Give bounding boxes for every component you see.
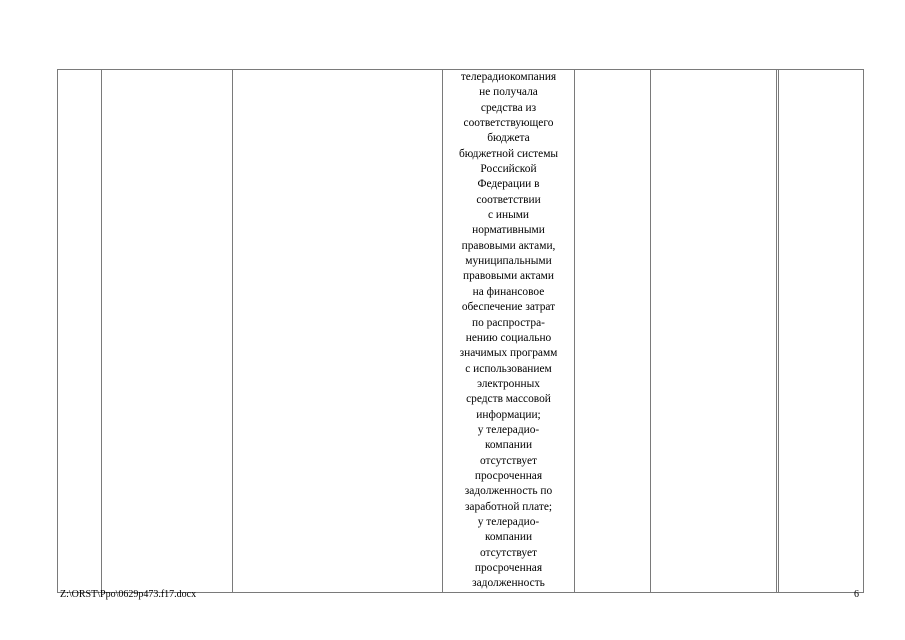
cell-text-line: отсутствует: [480, 546, 537, 559]
cell-text-line: по распростра-: [472, 316, 545, 329]
cell-text-line: средства из: [480, 101, 537, 114]
cell-text-line: на финансовое: [472, 285, 545, 298]
cell-text-line: нормативными: [472, 224, 545, 237]
cell-text-line: компании: [484, 439, 533, 452]
cell-text-line: бюджетной системы: [458, 147, 559, 160]
cell-text-line: с иными: [487, 209, 530, 222]
table-cell-1: [58, 70, 102, 593]
cell-text-line: Российской: [480, 163, 537, 176]
table-cell-2: [102, 70, 233, 593]
cell-text-line: задолженность по: [464, 485, 553, 498]
cell-text-line: не получала: [479, 86, 538, 99]
cell-text-line: просроченная: [474, 469, 543, 482]
cell-text-line: муниципальными: [465, 255, 552, 268]
table-cell-4: [443, 70, 575, 593]
cell-text-line: Федерации в: [477, 178, 540, 191]
cell-text-line: заработной плате;: [464, 500, 553, 513]
cell-text-line: у телерадио-: [477, 515, 540, 528]
cell-text-line: обеспечение затрат: [461, 301, 556, 314]
cell-text-line: значимых программ: [459, 347, 558, 360]
table-cell-8: [779, 70, 864, 593]
page-number: 6: [854, 589, 859, 600]
table-cell-6: [651, 70, 777, 593]
cell-text-line: с использованием: [465, 362, 552, 375]
cell-text-line: просроченная: [474, 562, 543, 574]
cell-text-line: задолженность: [472, 577, 545, 590]
cell-text-line: соответствии: [476, 193, 541, 206]
cell-text-line: правовыми актами,: [461, 239, 556, 252]
table-cell-3: [233, 70, 443, 593]
table-cell-5: [575, 70, 651, 593]
cell-text-line: нению социально: [465, 331, 552, 344]
cell-text-line: электронных: [477, 377, 540, 390]
cell-text-line: компании: [484, 531, 533, 544]
footer-file-path: Z:\ORST\Ppo\0629p473.f17.docx: [60, 589, 197, 600]
table-row: [58, 70, 864, 593]
cell-text-line: бюджета: [487, 132, 530, 145]
cell-text-line: отсутствует: [480, 454, 537, 467]
cell-text-line: телерадиокомпания: [460, 71, 557, 83]
cell-text-line: средств массовой: [466, 393, 551, 406]
content-table: [57, 69, 864, 593]
cell-text-line: информации;: [476, 408, 541, 421]
cell-text-line: соответствующего: [463, 117, 554, 130]
cell-text-line: правовыми актами: [463, 270, 554, 283]
cell-text-line: у телерадио-: [477, 423, 540, 436]
